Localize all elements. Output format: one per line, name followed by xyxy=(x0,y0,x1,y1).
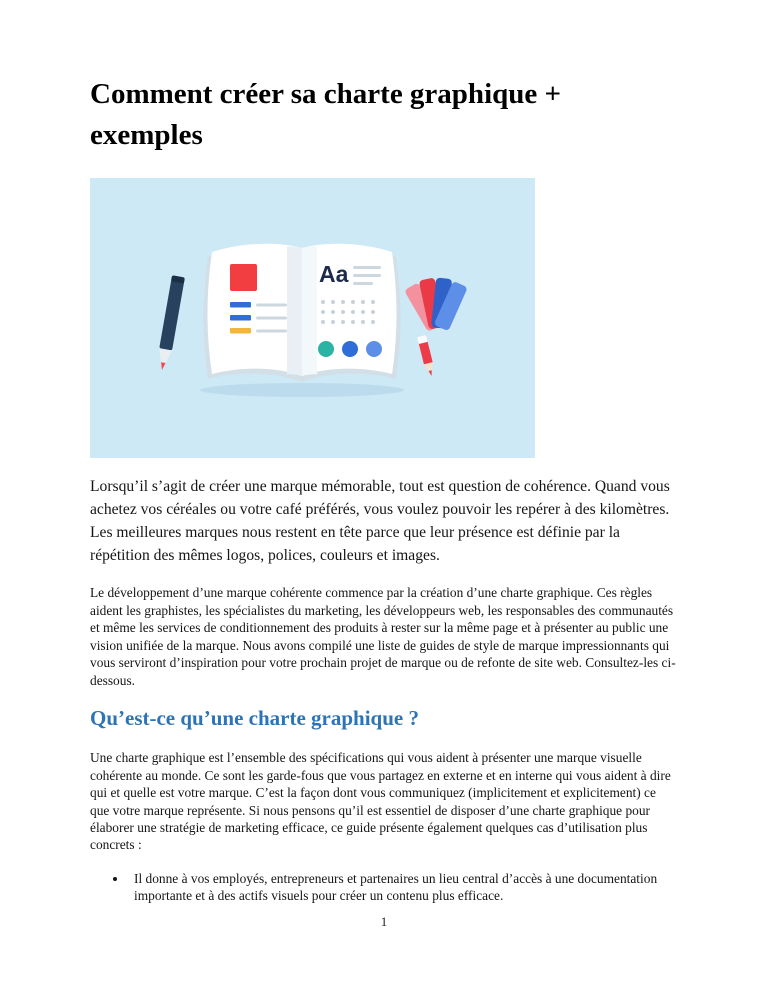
color-dot-teal xyxy=(318,341,334,357)
color-dot-blue xyxy=(342,341,358,357)
open-book-icon xyxy=(204,244,401,382)
page-number: 1 xyxy=(380,914,388,929)
book-sample-text: Aa xyxy=(319,261,349,288)
section-heading: Qu’est-ce qu’une charte graphique ? xyxy=(90,705,419,730)
list-item: • Il donne à vos employés, entrepreneurs et partenaires un lieu central d’accès à une documentation importante et à des actifs visuels pour créer un contenu plus efficace. xyxy=(128,870,678,905)
development-paragraph: Le développement d’une marque cohérente commence par la création d’une charte graphique. Ces règles aident les graphistes, les spécialistes du marketing, les développeurs web, les responsables des communautés et même les services de conditionnement des produits à rester sur la même page et à présenter au public une vision unifiée de la marque. Nous avons compilé une liste de guides de style de marque impressionnants qui vous serviront d’inspiration pour votre prochain projet de marque ou de refonte de site web. Consultez-les ci-dessous. xyxy=(90,585,676,688)
book-shadow xyxy=(200,383,404,397)
color-dot-light-blue xyxy=(366,341,382,357)
intro-paragraph: Lorsqu’il s’agit de créer une marque mémorable, tout est question de cohérence. Quand vous achetez vos céréales ou votre café préférés, vous voulez pouvoir les repérer à des kilomètres. Les meilleures marques nous restent en tête parce que leur présence est définie par la répétition des mêmes logos, polices, couleurs et images. xyxy=(90,478,670,564)
hero-illustration xyxy=(90,178,535,458)
page-title: Comment créer sa charte graphique + exemples xyxy=(90,78,562,152)
bullet-list xyxy=(112,870,678,905)
definition-paragraph: Une charte graphique est l’ensemble des spécifications qui vous aident à présenter une marque visuelle cohérente au monde. Ce sont les garde-fous que vous partagez en externe et en interne qui vous aident à dire qui et quelle est votre marque. C’est la façon dont vous communiquez (implicitement et explicitement) ce que votre marque représente. Si nous pensons qu’il est essentiel de disposer d’une charte graphique pour élaborer une stratégie de marketing efficace, ce guide présente également quelques cas d’utilisation plus concrets : xyxy=(90,750,671,853)
swatch-square xyxy=(230,264,257,291)
brand-book-illustration xyxy=(90,178,535,458)
